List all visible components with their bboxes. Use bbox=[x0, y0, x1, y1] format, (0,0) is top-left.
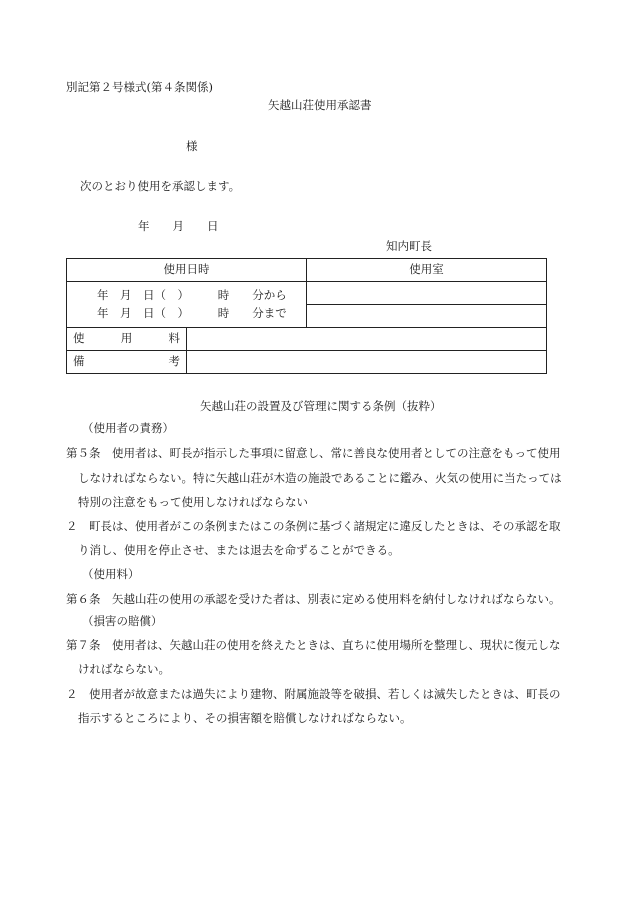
approval-text: 次のとおり使用を承認します。 bbox=[80, 179, 241, 193]
article-5-line-2: しなければならない。特に矢越山荘が木造の施設であることに鑑み、火気の使用に当たっては bbox=[78, 471, 562, 485]
fee-value bbox=[187, 328, 547, 351]
article-5-para-2-line-2: り消し、使用を停止させ、または退去を命ずることができる。 bbox=[78, 543, 400, 557]
article-6: 第６条 矢越山荘の使用の承認を受けた者は、別表に定める使用料を納付しなければならない。 bbox=[66, 592, 561, 606]
datetime-to: 年 月 日（ ） 時 分まで bbox=[97, 306, 287, 320]
date-line: 年 月 日 bbox=[138, 219, 219, 233]
issuer-name: 知内町長 bbox=[386, 239, 432, 253]
heading-usage-fee: （使用料） bbox=[82, 567, 140, 581]
article-5-line-3: 特別の注意をもって使用しなければならない bbox=[78, 495, 308, 509]
usage-table bbox=[66, 258, 547, 374]
article-7-line-1: 第７条 使用者は、矢越山荘の使用を終えたときは、直ちに使用場所を整理し、現状に復元しな bbox=[66, 638, 561, 652]
room-value bbox=[307, 282, 547, 305]
heading-user-duty: （使用者の責務） bbox=[82, 421, 174, 435]
fee-label-char-1: 使 bbox=[73, 331, 85, 346]
note-label-char-1: 備 bbox=[73, 354, 85, 369]
heading-damages: （損害の賠償） bbox=[82, 614, 163, 628]
fee-label bbox=[67, 328, 187, 351]
addressee-suffix: 様 bbox=[186, 139, 198, 153]
form-label: 別記第２号様式(第４条関係) bbox=[66, 80, 213, 94]
article-7-para-2-line-1: ２ 使用者が故意または過失により建物、附属施設等を破損、若しくは滅失したときは、町長の bbox=[66, 687, 561, 701]
article-5-line-1: 第５条 使用者は、町長が指示した事項に留意し、常に善良な使用者としての注意をもって使用 bbox=[66, 446, 561, 460]
fee-label-char-2: 用 bbox=[120, 331, 133, 346]
excerpt-title: 矢越山荘の設置及び管理に関する条例（抜粋） bbox=[200, 399, 442, 413]
room-value-2 bbox=[307, 305, 547, 328]
article-7-para-2-line-2: 指示するところにより、その損害額を賠償しなければならない。 bbox=[78, 711, 412, 725]
room-header: 使用室 bbox=[307, 259, 547, 282]
datetime-header: 使用日時 bbox=[67, 259, 307, 282]
note-label-char-2: 考 bbox=[168, 354, 180, 369]
article-5-para-2-line-1: ２ 町長は、使用者がこの条例またはこの条例に基づく諸規定に違反したときは、その承認を取 bbox=[66, 519, 561, 533]
datetime-from: 年 月 日（ ） 時 分から bbox=[97, 287, 287, 302]
note-label bbox=[67, 351, 187, 374]
document-title: 矢越山荘使用承認書 bbox=[268, 98, 372, 112]
datetime-cell bbox=[67, 282, 307, 328]
note-value bbox=[187, 351, 547, 374]
article-7-line-2: ければならない。 bbox=[78, 662, 170, 676]
fee-label-char-3: 料 bbox=[168, 331, 180, 346]
